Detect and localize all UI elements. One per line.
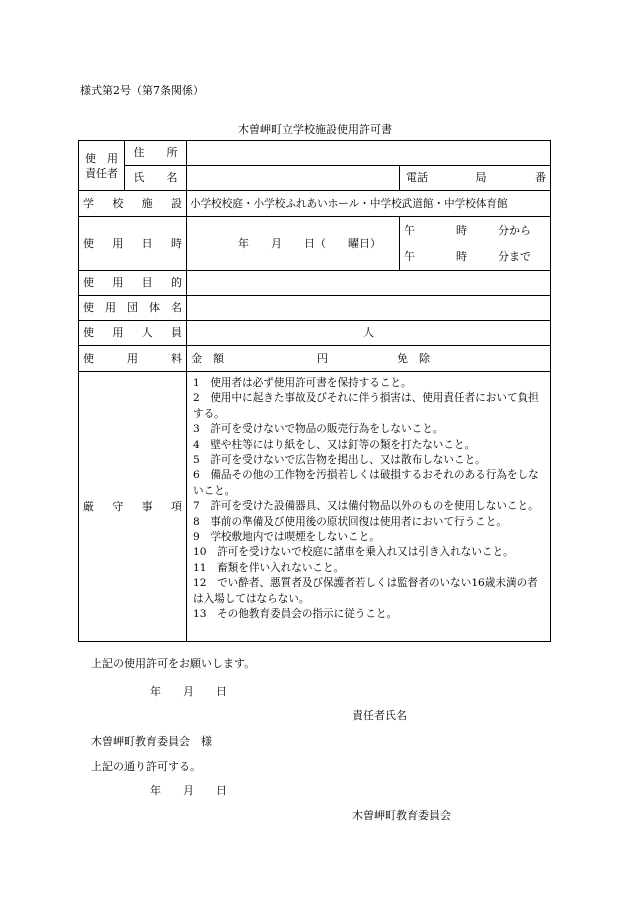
purpose-field[interactable] bbox=[187, 271, 551, 296]
group-name-field[interactable] bbox=[187, 296, 551, 321]
request-date: 年 月 日 bbox=[150, 685, 227, 698]
issuer: 木曽岬町教育委員会 bbox=[352, 809, 451, 822]
phone-field[interactable] bbox=[400, 166, 551, 191]
name-field[interactable] bbox=[187, 166, 400, 191]
datetime-label: 使 用 日 時 bbox=[83, 236, 182, 250]
name-label: 氏 名 bbox=[125, 166, 187, 191]
address-label: 住 所 bbox=[125, 141, 187, 166]
fee-label: 使 用 料 bbox=[83, 351, 182, 365]
permit-form-table bbox=[78, 140, 551, 642]
fee-field[interactable] bbox=[187, 346, 551, 372]
facility-label: 学 校 施 設 bbox=[83, 196, 182, 210]
fee-yen: 円 bbox=[317, 351, 328, 365]
purpose-label: 使 用 目 的 bbox=[83, 276, 182, 289]
rule-item: 11 畜類を伴い入れないこと。 bbox=[193, 561, 345, 574]
addressee: 木曽岬町教育委員会 様 bbox=[91, 735, 212, 748]
rule-item: 12 でい酔者、悪質者及び保護者若しくは監督者のいない16歳未満の者は入場してはならない。 bbox=[193, 577, 538, 605]
phone-kyoku: 局 bbox=[475, 171, 487, 184]
fee-amount-label: 金 額 bbox=[191, 351, 224, 365]
rule-item: 2 使用中に起きた事故及びそれに伴う損害は、使用責任者において負担する。 bbox=[193, 392, 539, 420]
group-name-label: 使 用 団 体 名 bbox=[83, 301, 182, 314]
rule-item: 10 許可を受けないで校庭に諸車を乗入れ又は引き入れないこと。 bbox=[193, 546, 514, 559]
rule-item: 6 備品その他の工作物を汚損若しくは破損するおそれのある行為をしないこと。 bbox=[193, 469, 539, 497]
persons-label: 使 用 人 員 bbox=[83, 326, 182, 339]
phone-label: 電話 bbox=[406, 171, 428, 184]
address-field[interactable] bbox=[187, 141, 551, 166]
responsible-name-label: 責任者氏名 bbox=[352, 709, 407, 722]
rule-item: 7 許可を受けた設備器具、又は備付物品以外のものを使用しないこと。 bbox=[193, 500, 539, 513]
rule-item: 9 学校敷地内では喫煙をしないこと。 bbox=[193, 531, 380, 544]
rules-label: 厳 守 事 項 bbox=[83, 499, 182, 513]
page-title: 木曽岬町立学校施設使用許可書 bbox=[238, 123, 392, 136]
rule-item: 4 壁や柱等にはり紙をし、又は釘等の類を打たないこと。 bbox=[193, 438, 476, 451]
persons-unit: 人 bbox=[363, 326, 374, 339]
persons-field[interactable] bbox=[187, 321, 551, 346]
permit-date: 年 月 日 bbox=[150, 784, 227, 797]
rule-item: 8 事前の準備及び使用後の原状回復は使用者において行うこと。 bbox=[193, 515, 507, 528]
time-field[interactable]: 午 時 分から 午 時 分まで bbox=[400, 217, 551, 271]
rules-list bbox=[187, 372, 551, 642]
request-text: 上記の使用許可をお願いします。 bbox=[91, 657, 256, 670]
permit-text: 上記の通り許可する。 bbox=[91, 760, 201, 773]
fee-exempt: 免 除 bbox=[397, 351, 430, 365]
rule-item: 5 許可を受けないで広告物を掲出し、又は散布しないこと。 bbox=[193, 454, 486, 467]
rule-item: 1 使用者は必ず使用許可書を保持すること。 bbox=[193, 377, 412, 389]
rule-item: 3 許可を受けないで物品の販売行為をしないこと。 bbox=[193, 423, 444, 436]
rule-item: 13 その他教育委員会の指示に従うこと。 bbox=[193, 608, 398, 621]
form-number: 様式第2号（第7条関係） bbox=[80, 84, 204, 97]
date-field[interactable]: 年 月 日（ 曜日） bbox=[187, 217, 400, 271]
phone-ban: 番 bbox=[535, 171, 546, 184]
facility-value: 小学校校庭・小学校ふれあいホール・中学校武道館・中学校体育館 bbox=[187, 191, 551, 217]
applicant-group-label: 使 用 責任者 bbox=[79, 141, 125, 191]
